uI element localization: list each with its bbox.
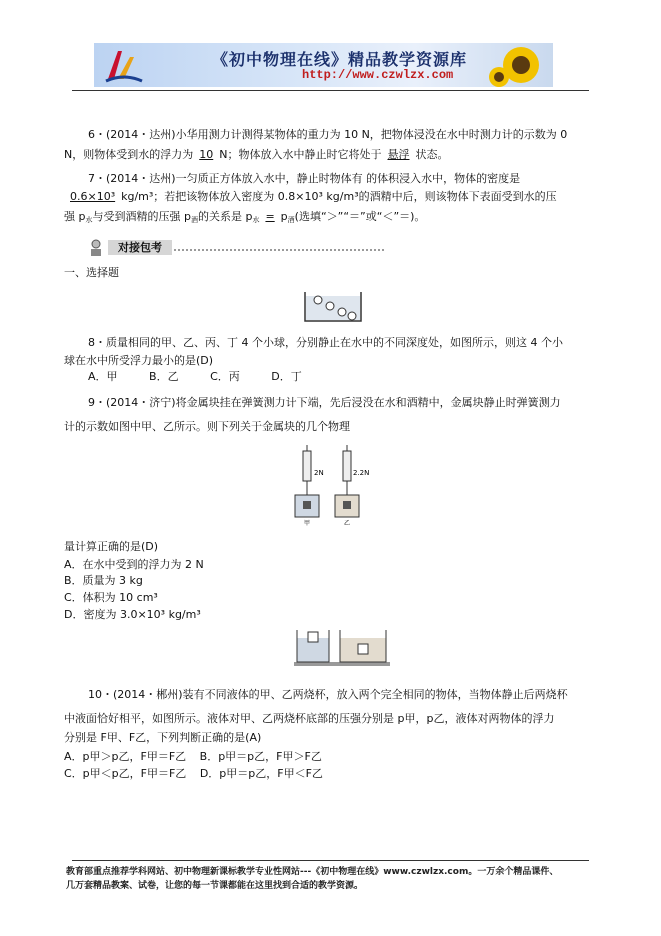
q6-line2 [64, 148, 448, 162]
q6-text-a: N，则物体受到水的浮力为 [64, 148, 194, 161]
q7-line1: 7・(2014・达州)一匀质正方体放入水中，静止时物体有 的体积浸入水中，物体的密度是 [88, 172, 521, 185]
q9-line3: 量计算正确的是(D) [64, 540, 159, 553]
part-title: 一、选择题 [64, 266, 119, 279]
footer-line1: 教育部重点推荐学科网站、初中物理新课标教学专业性网站---《初中物理在线》www.czwlzx.com。一万余个精品课件、 [66, 867, 559, 877]
q8-beaker-figure [304, 290, 362, 322]
header-banner [94, 43, 553, 87]
q10-beaker-left [297, 630, 329, 662]
q9-line2: 计的示数如图中甲、乙所示。则下列关于金属块的几个物理 [64, 420, 350, 433]
section-label: 对接包考 [108, 240, 172, 255]
q7-sub-3: 水 [252, 216, 260, 224]
q7-text-e: p [280, 210, 288, 223]
q7-text-b: 强 p [64, 210, 86, 223]
q7-sub-4: 酒 [287, 216, 295, 224]
q6-answer-1: 10 [199, 148, 214, 161]
q10-option-d: D．p甲＝p乙，F甲＜F乙 [199, 767, 323, 780]
q10-line2: 中液面恰好相平，如图所示。液体对甲、乙两烧杯底部的压强分别是 p甲，p乙，液体对两物体的浮力 [64, 712, 555, 725]
q10-beakers-figure [294, 628, 390, 668]
q10-beaker-right [340, 630, 386, 662]
q9-left-reading: 2N [314, 469, 324, 477]
q10-line1: 10・(2014・郴州)装有不同液体的甲、乙两烧杯，放入两个完全相同的物体，当物体静止后两烧杯 [88, 688, 568, 701]
q7-text-c: 与受到酒精的压强 p [92, 210, 191, 223]
q7-answer-2: = [265, 210, 275, 223]
section-divider [174, 249, 384, 251]
q6-text-b: N；物体放入水中静止时它将处于 [219, 148, 382, 161]
footer-line2: 几万套精品教案、试卷，让您的每一节课都能在这里找到合适的教学资源。 [66, 881, 364, 891]
q7-text-a: kg/m³；若把该物体放入密度为 0.8×10³ kg/m³的酒精中后，则该物体下表面受到水的压 [121, 190, 557, 203]
q9-right-reading: 2.2N [353, 469, 370, 477]
q9-option-b: B．质量为 3 kg [64, 574, 143, 587]
q7-answer-1: 0.6×10³ [70, 190, 116, 203]
q10-options-row2 [64, 767, 323, 781]
q7-line2 [64, 190, 557, 204]
q8-option-a: A．甲 [88, 370, 118, 383]
q9-left-caption: 甲 [304, 520, 311, 527]
q10-option-a: A．p甲＞p乙，F甲＝F乙 [64, 750, 187, 763]
sunflower-icon [485, 43, 551, 87]
header-rule [72, 90, 589, 91]
q6-answer-2: 悬浮 [387, 148, 410, 161]
q9-option-c: C．体积为 10 cm³ [64, 591, 158, 604]
q8-options [88, 370, 302, 384]
q8-option-d: D．丁 [271, 370, 302, 383]
q10-options-row1 [64, 750, 322, 764]
q10-option-c: C．p甲＜p乙，F甲＝F乙 [64, 767, 187, 780]
section-header [88, 239, 388, 257]
site-logo-icon [104, 45, 144, 85]
q7-text-f: (选填“＞”“＝”或“＜”＝)。 [294, 210, 426, 223]
q9-spring-scale-figure [293, 445, 373, 527]
q6-text-c: 状态。 [415, 148, 449, 161]
q10-option-b: B．p甲＝p乙，F甲＞F乙 [199, 750, 322, 763]
q9-line1: 9・(2014・济宁)将金属块挂在弹簧测力计下端，先后浸没在水和酒精中，金属块静止时弹簧测力 [88, 396, 561, 409]
q8-line2: 球在水中所受浮力最小的是(D) [64, 354, 214, 367]
q10-line3: 分别是 F甲、F乙，下列判断正确的是(A) [64, 731, 262, 744]
q7-sub-2: 酒 [190, 216, 198, 224]
q9-scale-left [295, 445, 319, 517]
q9-option-a: A．在水中受到的浮力为 2 N [64, 558, 204, 571]
q8-option-b: B．乙 [149, 370, 179, 383]
q9-option-d: D．密度为 3.0×10³ kg/m³ [64, 608, 201, 621]
header-url[interactable]: http://www.czwlzx.com [302, 68, 454, 82]
q8-line1: 8・质量相同的甲、乙、丙、丁 4 个小球，分别静止在水中的不同深度处，如图所示，则这 4 个小 [88, 336, 563, 349]
footer-rule [72, 860, 589, 861]
q8-option-c: C．丙 [210, 370, 240, 383]
q9-right-caption: 乙 [344, 520, 351, 527]
q6-line1: 6・(2014・达州)小华用测力计测得某物体的重力为 10 N，把物体浸没在水中时测力计的示数为 0 [88, 128, 568, 141]
q7-text-d: 的关系是 p [197, 210, 253, 223]
header-title: 《初中物理在线》精品教学资源库 [212, 50, 468, 69]
q7-sub-1: 水 [85, 216, 93, 224]
q9-scale-right [335, 445, 359, 517]
student-icon [88, 239, 106, 257]
q7-line3 [64, 210, 425, 227]
